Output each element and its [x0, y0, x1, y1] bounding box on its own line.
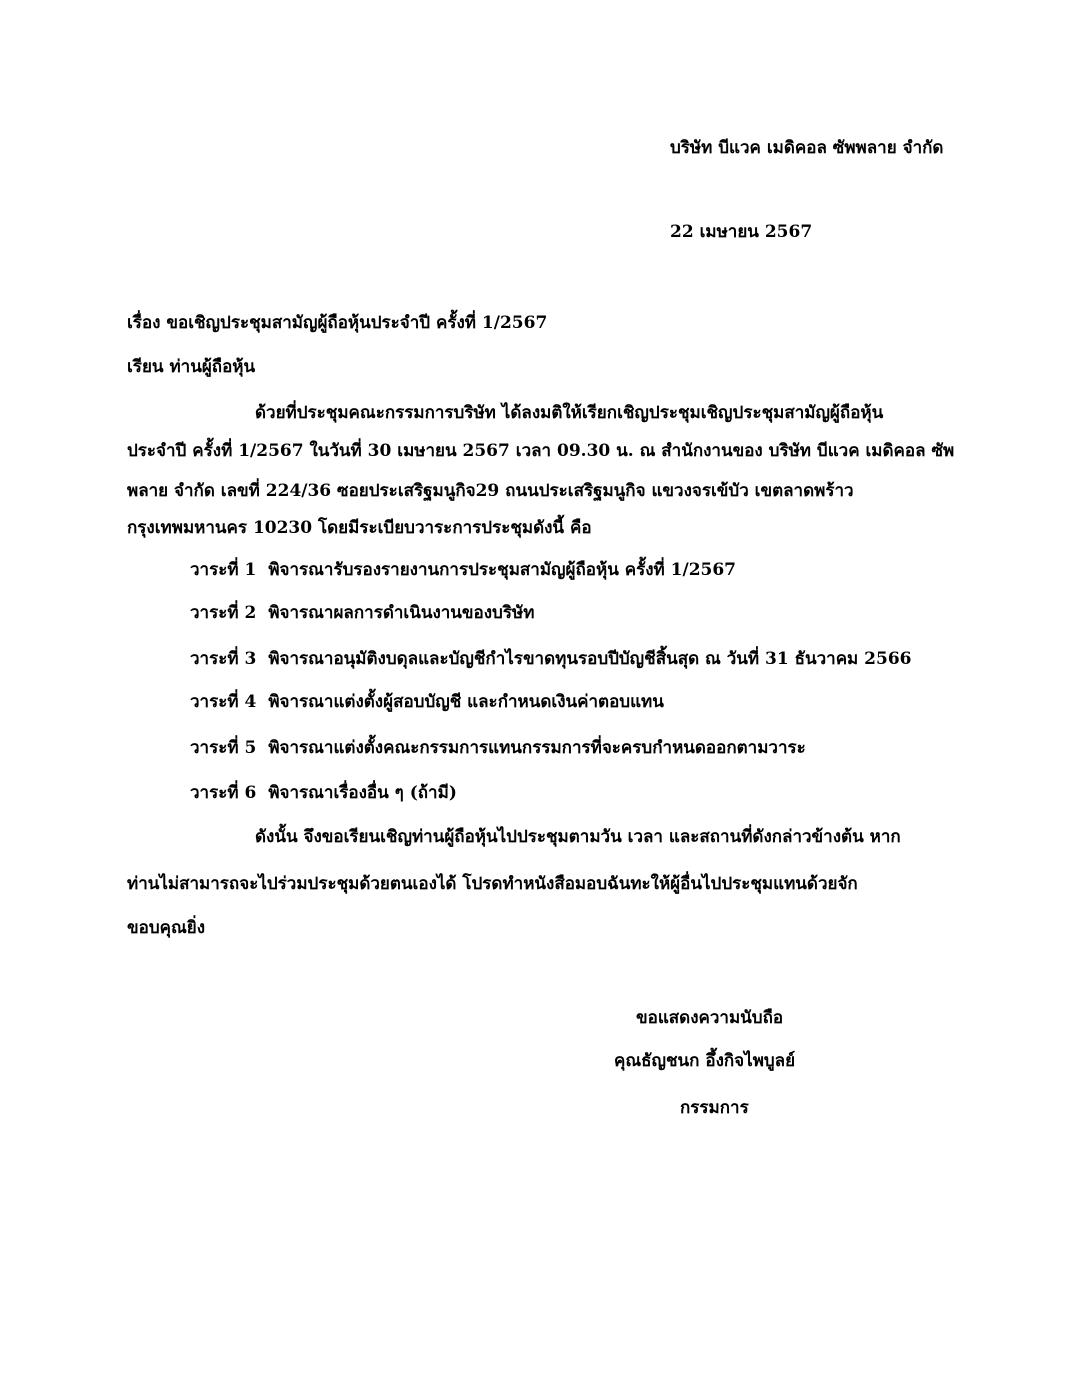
agenda-number: วาระที่ 2 [190, 603, 257, 623]
closing-phrase: ขอแสดงความนับถือ [636, 1008, 784, 1028]
letter-date: 22 เมษายน 2567 [670, 222, 813, 242]
signer-position: กรรมการ [680, 1098, 749, 1118]
agenda-text: พิจารณาผลการดำเนินงานของบริษัท [268, 603, 535, 623]
agenda-number: วาระที่ 1 [190, 560, 257, 580]
company-name: บริษัท บีแวค เมดิคอล ซัพพลาย จำกัด [670, 138, 944, 158]
agenda-item [190, 601, 534, 625]
agenda-text: พิจารณาแต่งตั้งคณะกรรมการแทนกรรมการที่จะครบกำหนดออกตามวาระ [268, 738, 806, 758]
agenda-item [190, 736, 806, 760]
paragraph-line: ขอบคุณยิ่ง [127, 918, 206, 938]
signer-name: คุณธัญชนก อึ้งกิจไพบูลย์ [614, 1051, 796, 1071]
paragraph-line: พลาย จำกัด เลขที่ 224/36 ซอยประเสริฐมนูกิจ29 ถนนประเสริฐมนูกิจ แขวงจรเข้บัว เขตลาดพร้าว [127, 481, 854, 501]
agenda-text: พิจารณารับรองรายงานการประชุมสามัญผู้ถือหุ้น ครั้งที่ 1/2567 [268, 560, 737, 580]
agenda-text: พิจารณาเรื่องอื่น ๆ (ถ้ามี) [268, 783, 457, 803]
paragraph-line: ดังนั้น จึงขอเรียนเชิญท่านผู้ถือหุ้นไปประชุมตามวัน เวลา และสถานที่ดังกล่าวข้างต้น หาก [255, 827, 901, 847]
paragraph-line: ด้วยที่ประชุมคณะกรรมการบริษัท ได้ลงมติให้เรียกเชิญประชุมเชิญประชุมสามัญผู้ถือหุ้น [255, 403, 884, 423]
agenda-text: พิจารณาอนุมัติงบดุลและบัญชีกำไรขาดทุนรอบปีบัญชีสิ้นสุด ณ วันที่ 31 ธันวาคม 2566 [268, 649, 912, 669]
letter-salutation: เรียน ท่านผู้ถือหุ้น [127, 357, 256, 377]
agenda-item [190, 781, 457, 805]
agenda-item [190, 558, 736, 582]
paragraph-line: ประจำปี ครั้งที่ 1/2567 ในวันที่ 30 เมษายน 2567 เวลา 09.30 น. ณ สำนักงานของ บริษัท บีแวค เมดิคอล ซัพ [127, 441, 955, 461]
agenda-number: วาระที่ 6 [190, 783, 257, 803]
agenda-text: พิจารณาแต่งตั้งผู้สอบบัญชี และกำหนดเงินค่าตอบแทน [268, 692, 664, 712]
agenda-number: วาระที่ 4 [190, 692, 257, 712]
agenda-item [190, 690, 664, 714]
agenda-number: วาระที่ 3 [190, 649, 257, 669]
paragraph-line: ท่านไม่สามารถจะไปร่วมประชุมด้วยตนเองได้ โปรดทำหนังสือมอบฉันทะให้ผู้อื่นไปประชุมแทนด้วยจัก [127, 874, 858, 894]
letter-subject: เรื่อง ขอเชิญประชุมสามัญผู้ถือหุ้นประจำปี ครั้งที่ 1/2567 [127, 313, 548, 333]
agenda-item [190, 647, 912, 671]
paragraph-line: กรุงเทพมหานคร 10230 โดยมีระเบียบวาระการประชุมดังนี้ คือ [127, 518, 592, 538]
agenda-number: วาระที่ 5 [190, 738, 257, 758]
